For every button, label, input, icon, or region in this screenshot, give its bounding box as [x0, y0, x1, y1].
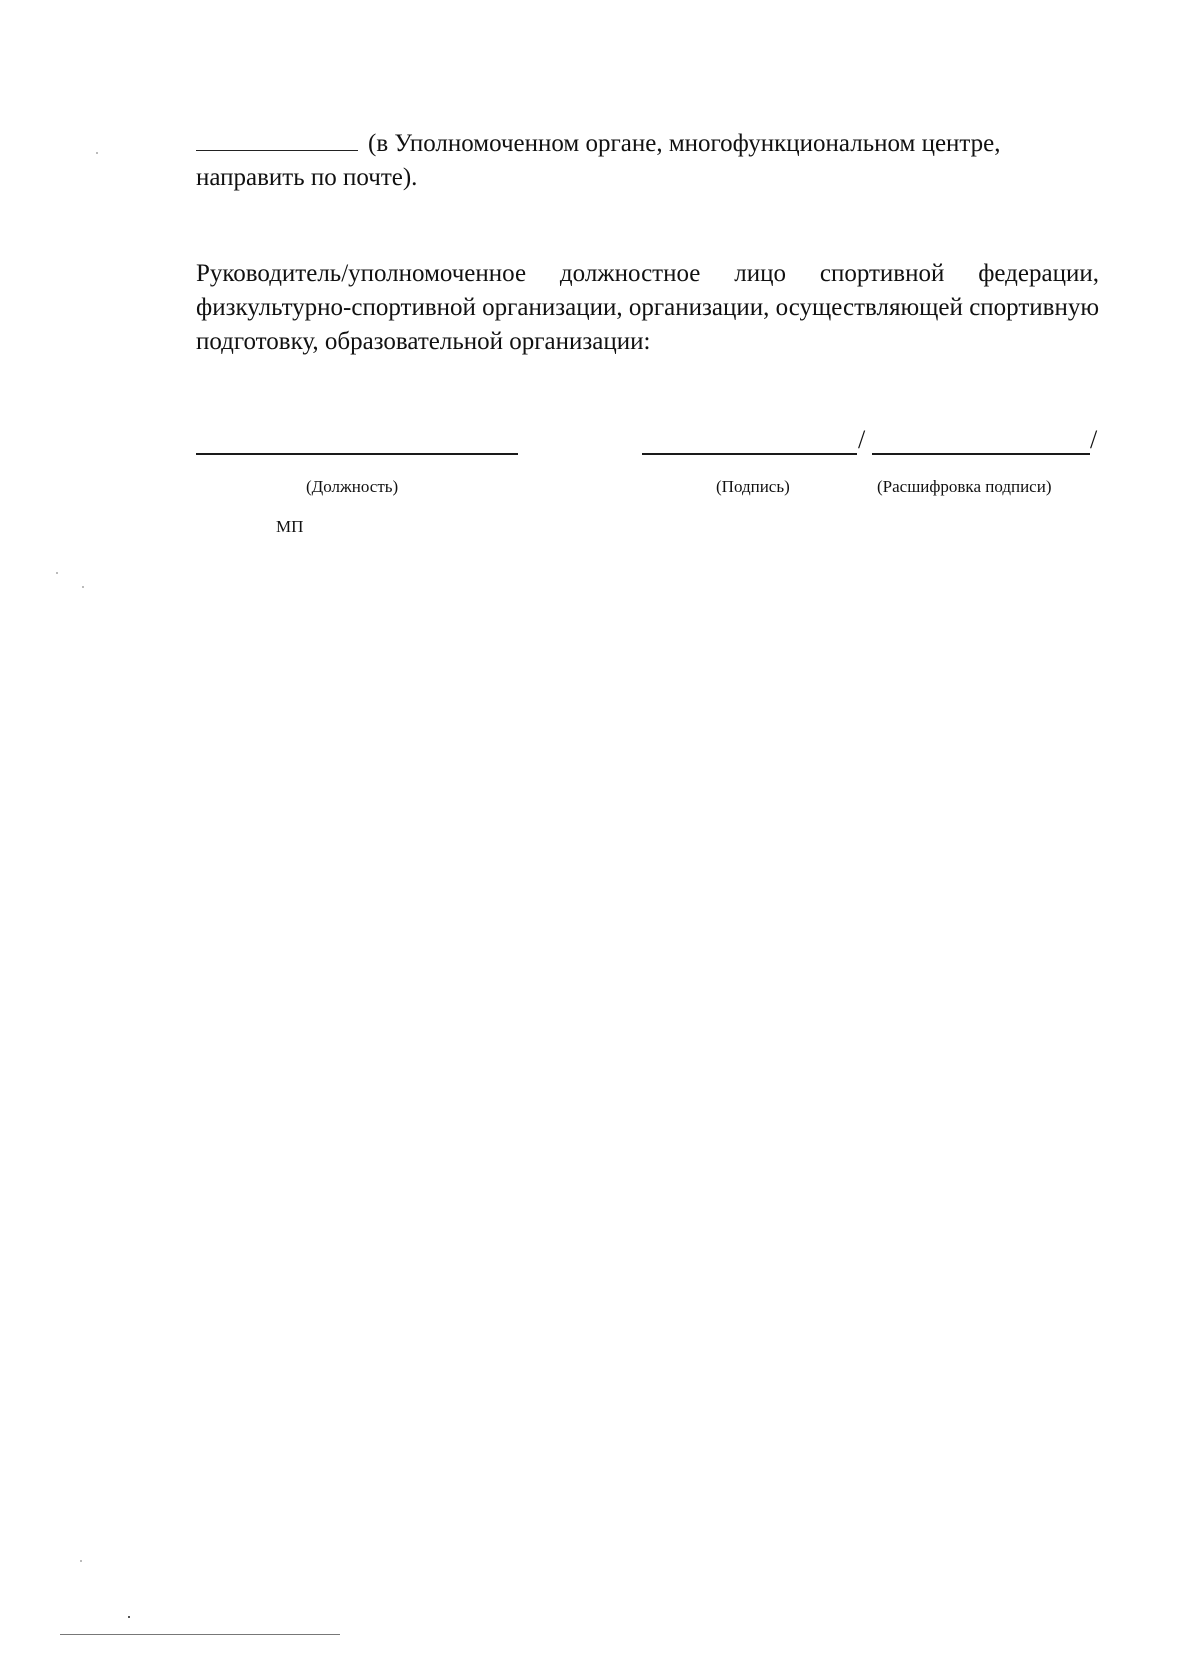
delivery-method-blank [196, 126, 358, 151]
position-caption: (Должность) [306, 477, 399, 496]
delivery-options-text-continued: направить по почте). [196, 164, 418, 191]
separator-slash: / [858, 425, 866, 454]
delivery-method-paragraph [196, 126, 1099, 195]
scan-speck [82, 586, 84, 588]
stamp-placeholder: МП [276, 517, 304, 536]
separator-slash-end: / [1090, 425, 1098, 454]
signatory-paragraph: Руководитель/уполномоченное должностное лицо спортивной федерации, физкультурно-спортивной организации, организации, осуществляющей спортивную подготовку, образовательной организации: [196, 260, 1099, 355]
signature-line [642, 453, 857, 455]
scan-speck [128, 1616, 130, 1618]
delivery-options-text: (в Уполномоченном органе, многофункциональном центре, [368, 130, 1001, 157]
position-signature-line [196, 453, 518, 455]
signature-decoding-line [872, 453, 1090, 455]
footer-rule [60, 1634, 340, 1635]
scan-speck [80, 1560, 82, 1562]
signature-decoding-caption: (Расшифровка подписи) [877, 477, 1052, 496]
signature-caption: (Подпись) [716, 477, 790, 496]
scan-speck [56, 572, 58, 574]
scan-speck [96, 152, 98, 154]
